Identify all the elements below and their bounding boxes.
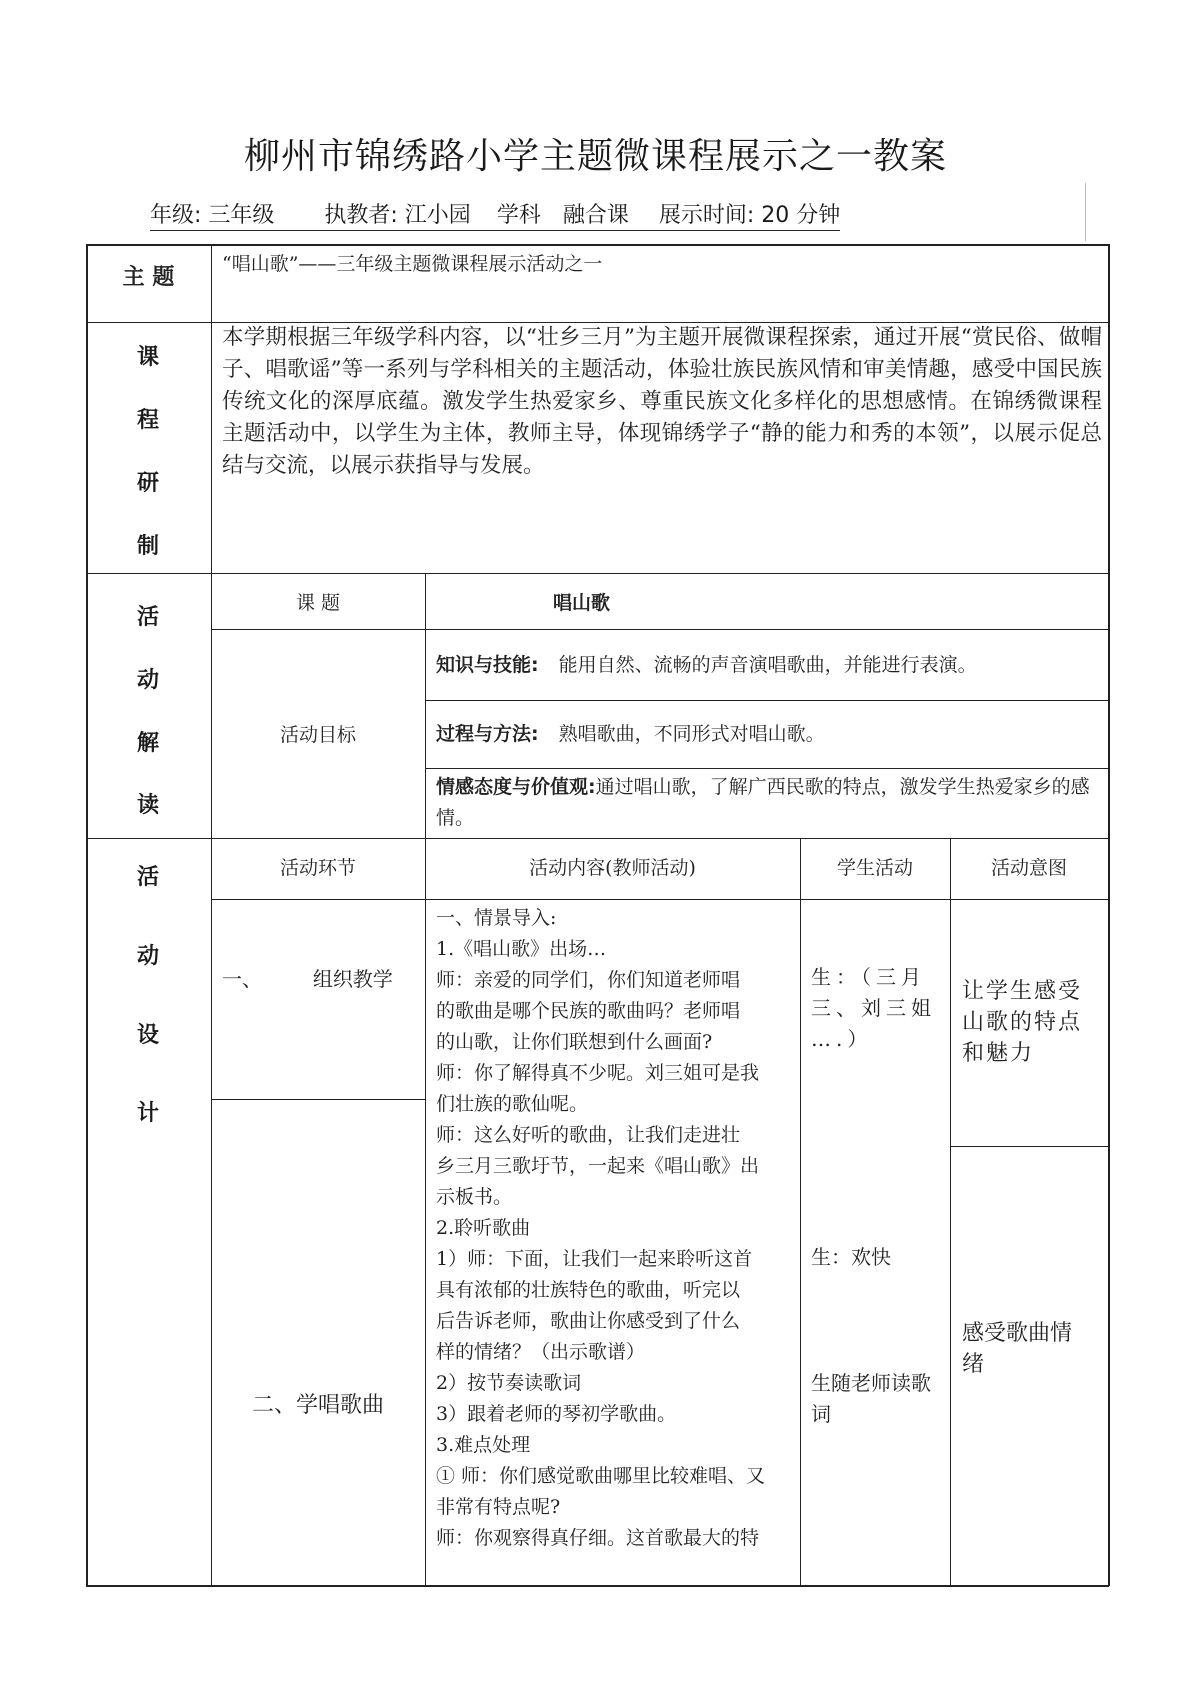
intent-row-divider (950, 1146, 1108, 1147)
teacher-line: 1）师：下面，让我们一起来聆听这首 (436, 1248, 753, 1270)
goal-process (436, 719, 1104, 750)
topic-label: 课 题 (295, 592, 341, 614)
design-label-1: 活 (136, 865, 159, 890)
teacher-line: 的歌曲是哪个民族的歌曲吗？老师唱 (436, 1000, 741, 1022)
teacher-line: 2）按节奏读歌词 (436, 1372, 582, 1394)
course-dev-label-2: 程 (136, 408, 159, 433)
row-divider-reading (86, 838, 1109, 839)
student-activity-3 (811, 1368, 947, 1430)
design-label-2: 动 (136, 944, 159, 969)
topic-value: 唱山歌 (553, 592, 611, 614)
meta-teacher: 执教者: 江小园 (324, 203, 471, 228)
teacher-line: 3）跟着老师的琴初学歌曲。 (436, 1403, 677, 1425)
goal-knowledge-text: 能用自然、流畅的声音演唱歌曲，并能进行表演。 (558, 654, 977, 676)
student-activity-1-line: 生：（三月 (811, 965, 926, 989)
document-meta-line (150, 198, 840, 231)
meta-subject: 学科 (496, 203, 541, 228)
teacher-line: 示板书。 (436, 1186, 513, 1208)
table-border-right (1108, 244, 1110, 1586)
header-stage: 活动环节 (279, 857, 356, 879)
intent-2-line: 感受歌曲情 (962, 1321, 1073, 1346)
table-border-top (86, 244, 1109, 246)
meta-duration: 展示时间: 20 分钟 (658, 203, 841, 228)
teacher-line: 乡三月三歌圩节，一起来《唱山歌》出 (436, 1155, 760, 1177)
stage-row-divider (211, 1099, 425, 1100)
document-title: 柳州市锦绣路小学主题微课程展示之一教案 (243, 136, 947, 177)
intent-1-line: 让学生感受 (962, 979, 1083, 1004)
student-activity-2: 生：欢快 (811, 1245, 891, 1269)
reading-row-divider-1 (211, 629, 1108, 630)
intent-2 (962, 1318, 1106, 1380)
goal-process-text: 熟唱歌曲，不同形式对唱山歌。 (558, 723, 825, 745)
teacher-line: 具有浓郁的壮族特色的歌曲，听完以 (436, 1279, 741, 1301)
teacher-line: 非常有特点呢? (436, 1496, 561, 1518)
reading-label-1: 活 (136, 605, 159, 630)
reading-col-divider (425, 573, 426, 838)
reading-row-divider-2 (425, 700, 1108, 701)
intent-1-line: 和魅力 (962, 1041, 1035, 1066)
goal-emotion-name: 情感态度与价值观: (436, 776, 596, 798)
design-col-divider-3 (950, 838, 951, 1586)
reading-label-3: 解 (136, 731, 159, 756)
theme-value: “唱山歌”——三年级主题微课程展示活动之一 (222, 253, 603, 275)
design-label-4: 计 (136, 1101, 159, 1126)
student-activity-1-line: 三、刘三姐 (811, 996, 936, 1020)
course-dev-label-3: 研 (136, 471, 159, 496)
intent-1 (962, 976, 1106, 1069)
header-student-activity: 学生活动 (836, 857, 913, 879)
reading-label-2: 动 (136, 668, 159, 693)
teacher-line: 1.《唱山歌》出场… (436, 938, 607, 960)
header-intent: 活动意图 (990, 857, 1067, 879)
table-border-bottom (86, 1585, 1109, 1587)
teacher-line: 后告诉老师，歌曲让你感受到了什么 (436, 1310, 741, 1332)
stage-learn-song: 二、学唱歌曲 (251, 1393, 384, 1418)
reading-row-divider-3 (425, 768, 1108, 769)
row-divider-course (86, 573, 1109, 574)
teacher-line: ① 师：你们感觉歌曲哪里比较难唱、又 (436, 1465, 766, 1487)
stage-organize: 一、 组织教学 (222, 967, 393, 991)
student-activity-3-line: 词 (811, 1402, 831, 1426)
teacher-line: 3.难点处理 (436, 1434, 531, 1456)
design-label-3: 设 (136, 1023, 159, 1048)
student-activity-1-line: ….） (811, 1027, 873, 1051)
design-col-divider-2 (800, 838, 801, 1586)
teacher-line: 们壮族的歌仙呢。 (436, 1093, 589, 1115)
teacher-line: 2.聆听歌曲 (436, 1217, 531, 1239)
meta-grade: 年级: 三年级 (150, 203, 275, 228)
goal-knowledge (436, 650, 1104, 681)
teacher-line: 师：这么好听的歌曲，让我们走进壮 (436, 1124, 741, 1146)
intent-2-line: 绪 (962, 1352, 985, 1377)
theme-label: 主 题 (122, 265, 175, 290)
margin-line (1085, 183, 1086, 241)
teacher-line: 师：亲爱的同学们，你们知道老师唱 (436, 969, 741, 991)
goal-process-name: 过程与方法: (436, 723, 539, 745)
course-dev-label-1: 课 (136, 345, 159, 370)
design-header-divider (211, 899, 1108, 900)
student-activity-1 (811, 962, 947, 1055)
header-teacher-activity: 活动内容(教师活动) (529, 857, 696, 879)
goal-knowledge-name: 知识与技能: (436, 654, 539, 676)
table-border-left (86, 244, 88, 1586)
course-dev-label-4: 制 (136, 534, 159, 559)
goal-emotion-text: 通过唱山歌，了解广西民歌的特点，激发学生热爱家乡的感情。 (436, 776, 1090, 829)
design-col-divider-1 (425, 838, 426, 1586)
teacher-line: 一、情景导入: (436, 907, 557, 929)
goal-emotion (436, 772, 1104, 834)
student-activity-3-line: 生随老师读歌 (811, 1371, 931, 1395)
teacher-line: 师：你观察得真仔细。这首歌最大的特 (436, 1527, 760, 1549)
intent-1-line: 山歌的特点 (962, 1010, 1083, 1035)
meta-course-type: 融合课 (562, 203, 629, 228)
teacher-line: 师：你了解得真不少呢。刘三姐可是我 (436, 1062, 760, 1084)
teacher-line: 的山歌，让你们联想到什么画面? (436, 1031, 713, 1053)
course-dev-text: 本学期根据三年级学科内容，以“壮乡三月”为主题开展微课程探索，通过开展“赏民俗、做帽子、唱歌谣”等一系列与学科相关的主题活动，体验壮族民族风情和审美情趣，感受中国民族传统文化的深厚底蕴。激发学生热爱家乡、尊重民族文化多样化的思想感情。在锦绣微课程主题活动中，以学生为主体，教师主导，体现锦绣学子“静的能力和秀的本领”，以展示促总结与交流，以展示获指导与发展。 (222, 325, 1102, 478)
goals-label: 活动目标 (279, 724, 356, 746)
reading-label-4: 读 (136, 793, 159, 818)
label-column-divider (211, 244, 212, 1586)
teacher-line: 样的情绪？（出示歌谱） (436, 1341, 646, 1363)
